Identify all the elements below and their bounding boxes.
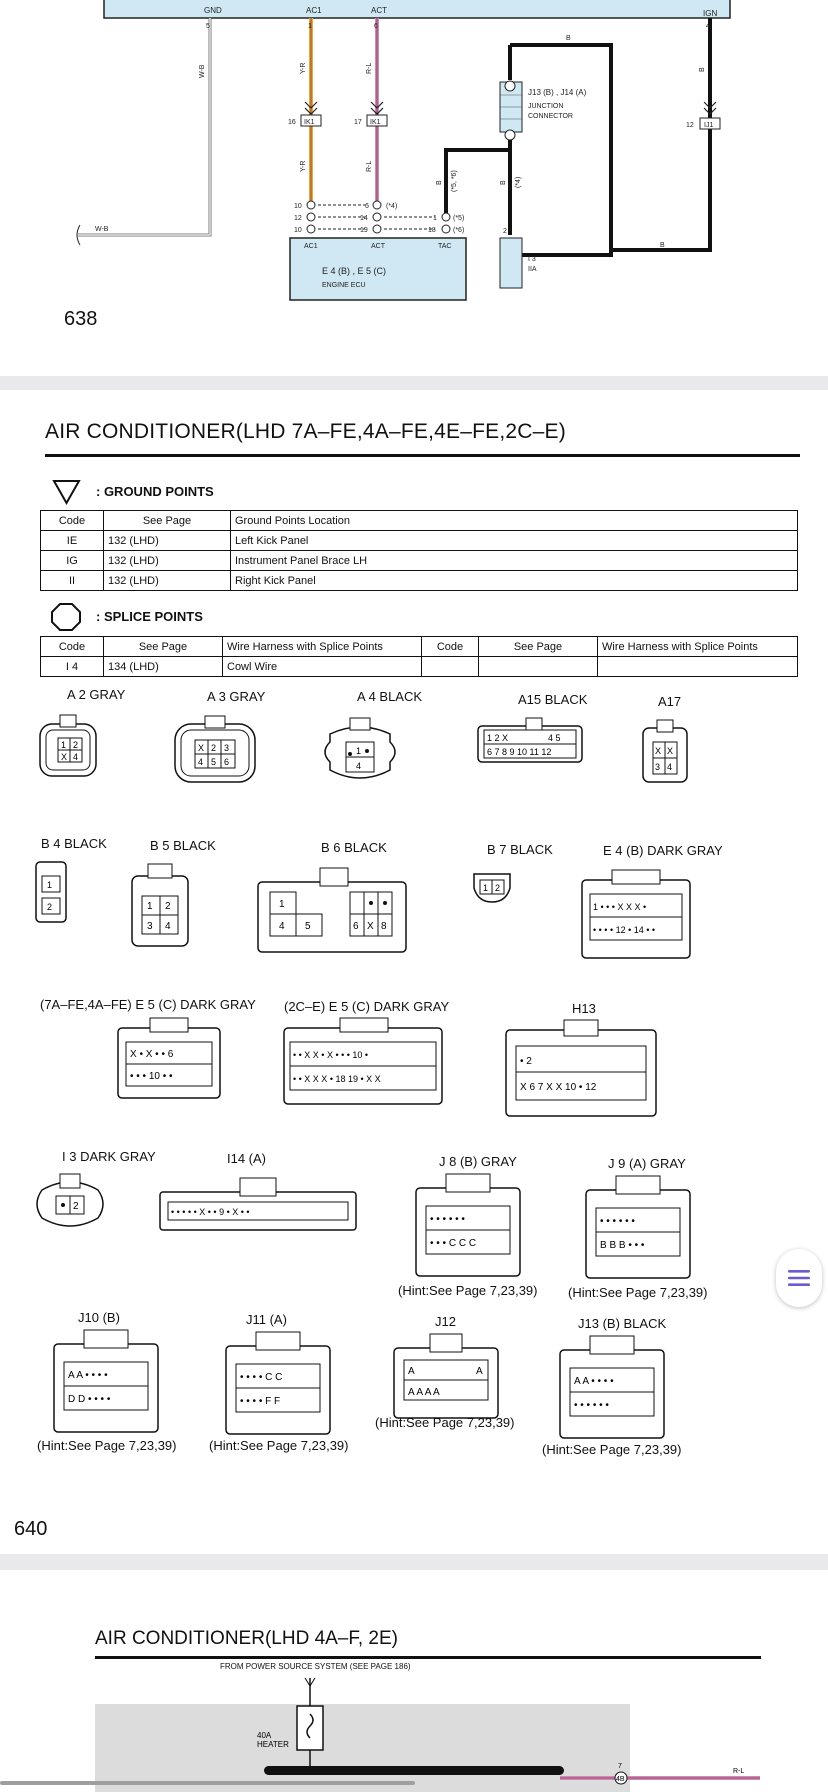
gnd-label: GND <box>204 6 222 15</box>
svg-text:1: 1 <box>483 883 489 893</box>
svg-text:X: X <box>655 746 662 756</box>
ground-code: IG <box>41 551 104 571</box>
next-title-rule <box>95 1656 761 1659</box>
svg-text:• • • • • X • • 9 • X • •: • • • • • X • • 9 • X • • <box>171 1207 250 1217</box>
hint-j13: (Hint:See Page 7,23,39) <box>542 1442 682 1457</box>
ik1-pin-16: 16 <box>288 119 296 126</box>
splice-page: 134 (LHD) <box>104 657 223 677</box>
connector-label-j8: J 8 (B) GRAY <box>439 1154 517 1169</box>
svg-text:• • X X X • 18 19 • X X: • • X X X • 18 19 • X X <box>293 1074 381 1084</box>
ground-code: II <box>41 571 104 591</box>
connector-drawings <box>0 700 828 1460</box>
connector-label-a17: A17 <box>658 694 682 709</box>
next-wire-rl: R-L <box>733 1768 745 1775</box>
svg-text:• • • • • •: • • • • • • <box>600 1216 635 1227</box>
note-6: (*6) <box>453 227 465 234</box>
svg-text:1 • • • X X X •: 1 • • • X X X • <box>593 902 647 912</box>
hint-j11: (Hint:See Page 7,23,39) <box>209 1438 349 1453</box>
connector-label-j13: J13 (B) BLACK <box>578 1316 667 1331</box>
connector-label-j10: J10 (B) <box>78 1310 120 1325</box>
ground-page: 132 (LHD) <box>104 551 231 571</box>
splice-header-harness: Wire Harness with Splice Points <box>223 637 422 657</box>
svg-text:X: X <box>198 743 205 753</box>
wire-rl-label-2: R-L <box>366 160 373 172</box>
wiring-diagram-top <box>0 0 828 376</box>
ik1-pin-17: 17 <box>354 119 362 126</box>
connector-e5-7a <box>118 1018 220 1098</box>
i3-name: IIA <box>528 266 537 273</box>
ground-header-page: See Page <box>104 511 231 531</box>
wire-yr-label: Y-R <box>300 62 307 74</box>
connector-i3 <box>37 1174 103 1226</box>
connector-j13 <box>560 1336 664 1438</box>
connector-b6 <box>258 868 406 952</box>
ik1-label: IK1 <box>304 119 315 126</box>
svg-text:A A • • • •: A A • • • • <box>68 1370 108 1381</box>
connector-label-a2: A 2 GRAY <box>67 687 126 702</box>
svg-text:• • • • F F: • • • • F F <box>240 1396 281 1407</box>
svg-text:X: X <box>367 921 374 932</box>
pin-10b: 10 <box>294 227 302 234</box>
hint-j12: (Hint:See Page 7,23,39) <box>375 1415 515 1430</box>
pin-7: 7 <box>618 1763 622 1770</box>
table-row <box>41 571 798 591</box>
pin-10: 10 <box>294 203 302 210</box>
next-section-title: AIR CONDITIONER(LHD 4A–F, 2E) <box>95 1628 398 1649</box>
section-title: AIR CONDITIONER(LHD 7A–FE,4A–FE,4E–FE,2C–E) <box>45 420 566 443</box>
splice-header-code: Code <box>41 637 104 657</box>
splice-code-2 <box>422 657 479 677</box>
connector-h13 <box>506 1020 656 1116</box>
ground-triangle-icon <box>52 478 82 506</box>
connector-j8 <box>416 1174 520 1276</box>
title-rule <box>45 454 800 457</box>
ij1-pin-12: 12 <box>686 122 694 129</box>
svg-text:6: 6 <box>224 757 230 767</box>
connector-label-h13: H13 <box>572 1001 596 1016</box>
svg-text:2: 2 <box>165 901 171 912</box>
splice-harness: Cowl Wire <box>223 657 422 677</box>
connector-j9 <box>586 1176 690 1278</box>
svg-text:3: 3 <box>224 743 230 753</box>
pin-6: 6 <box>374 23 378 30</box>
svg-text:• • X X • X • • • 10 •: • • X X • X • • • 10 • <box>293 1050 369 1060</box>
svg-text:X • X • • 6: X • X • • 6 <box>130 1049 174 1060</box>
splice-header-page: See Page <box>104 637 223 657</box>
connector-label-a15: A15 BLACK <box>518 692 588 707</box>
ground-page: 132 (LHD) <box>104 531 231 551</box>
svg-text:D D • • • •: D D • • • • <box>68 1394 111 1405</box>
connector-a2 <box>40 715 96 776</box>
svg-text:4: 4 <box>279 921 285 932</box>
table-row <box>41 657 798 677</box>
svg-text:• 2: • 2 <box>520 1056 532 1067</box>
splice-octagon-icon <box>50 602 82 632</box>
connector-a4 <box>325 718 395 778</box>
connector-label-b7: B 7 BLACK <box>487 842 553 857</box>
pin-5: 5 <box>206 23 210 30</box>
svg-text:2: 2 <box>495 883 501 893</box>
pin-19: 19 <box>360 227 368 234</box>
svg-text:2: 2 <box>73 1201 79 1212</box>
pin-1: 1 <box>308 23 312 30</box>
svg-text:1 2 X: 1 2 X <box>487 733 509 743</box>
svg-text:X: X <box>667 746 674 756</box>
ecu-ac1: AC1 <box>304 243 318 250</box>
connector-label-i3: I 3 DARK GRAY <box>62 1149 156 1164</box>
diagram-page-638 <box>0 0 828 376</box>
connector-b7 <box>474 874 510 902</box>
svg-text:• • • C C C: • • • C C C <box>430 1238 477 1249</box>
ground-page: 132 (LHD) <box>104 571 231 591</box>
pin-18: 18 <box>428 227 436 234</box>
page-separator-2 <box>0 1554 828 1570</box>
page-number-640: 640 <box>14 1518 48 1540</box>
connector-j10 <box>54 1330 158 1432</box>
splice-header-page-2: See Page <box>479 637 598 657</box>
splice-code: I 4 <box>41 657 104 677</box>
note-4b: (*4) <box>386 203 398 210</box>
connector-b5 <box>132 864 188 946</box>
wire-b-label-5: B <box>500 180 507 185</box>
svg-text:2: 2 <box>47 902 53 912</box>
connector-j12 <box>394 1334 498 1418</box>
splice-page-2 <box>479 657 598 677</box>
act-label: ACT <box>371 6 387 15</box>
wire-rl-label: R-L <box>366 62 373 74</box>
ground-location: Right Kick Panel <box>231 571 798 591</box>
junction-name: JUNCTION <box>528 103 564 110</box>
ground-points-label: : GROUND POINTS <box>96 484 214 499</box>
junction-code: J13 (B) , J14 (A) <box>528 88 587 97</box>
svg-text:• • • • • •: • • • • • • <box>574 1400 609 1411</box>
connector-label-e4: E 4 (B) DARK GRAY <box>603 843 723 858</box>
ecu-tac: TAC <box>438 243 452 250</box>
connector-a3 <box>175 716 255 782</box>
connector-label-j12: J12 <box>435 1314 456 1329</box>
svg-text:3: 3 <box>655 762 661 772</box>
table-row <box>41 551 798 571</box>
ecu-code: E 4 (B) , E 5 (C) <box>322 266 387 276</box>
svg-text:• • • • • •: • • • • • • <box>430 1214 465 1225</box>
connector-b4 <box>36 862 66 922</box>
svg-text:4: 4 <box>667 762 673 772</box>
menu-icon <box>787 1267 811 1289</box>
wire-wb-label-2: W-B <box>95 226 109 233</box>
connector-a17 <box>643 720 687 782</box>
wire-b-label: B <box>566 35 571 42</box>
connector-label-a3: A 3 GRAY <box>207 689 266 704</box>
fuse-name: HEATER <box>257 1740 289 1749</box>
i3-pin: 2 <box>503 228 507 235</box>
svg-text:A A A A: A A A A <box>408 1387 440 1398</box>
connector-label-b6: B 6 BLACK <box>321 840 387 855</box>
note-5: (*5) <box>453 215 465 222</box>
page-separator <box>0 376 828 390</box>
home-indicator[interactable] <box>264 1766 564 1775</box>
pin-4: 4 <box>706 23 710 30</box>
connector-label-e5-2c: (2C–E) E 5 (C) DARK GRAY <box>284 999 450 1014</box>
connector-label-j9: J 9 (A) GRAY <box>608 1156 686 1171</box>
wire-wb-label: W-B <box>199 64 206 78</box>
connector-label-b4: B 4 BLACK <box>41 836 107 851</box>
horizontal-scrollbar[interactable] <box>0 1781 415 1785</box>
i3-code: I 3 <box>528 256 536 263</box>
page-number-638: 638 <box>64 308 98 330</box>
junction-name-2: CONNECTOR <box>528 113 573 120</box>
svg-text:6: 6 <box>353 921 359 932</box>
ground-header-location: Ground Points Location <box>231 511 798 531</box>
ecu-title: ENGINE ECU <box>322 282 366 289</box>
svg-text:• • • • C C: • • • • C C <box>240 1372 283 1383</box>
pin-6c: 6 <box>365 203 369 210</box>
connector-label-e5-7a: (7A–FE,4A–FE) E 5 (C) DARK GRAY <box>40 997 256 1012</box>
svg-text:4: 4 <box>356 761 362 771</box>
svg-text:4: 4 <box>165 921 171 932</box>
ij1-label: IJ1 <box>704 122 714 129</box>
ign-label: IGN <box>703 9 718 18</box>
splice-points-table <box>40 636 798 677</box>
svg-text:5: 5 <box>211 757 217 767</box>
connector-e4 <box>582 870 690 958</box>
ground-location: Instrument Panel Brace LH <box>231 551 798 571</box>
svg-text:1: 1 <box>61 740 67 750</box>
ground-location: Left Kick Panel <box>231 531 798 551</box>
note-5-6: (*5, *6) <box>451 170 458 192</box>
svg-text:4 5: 4 5 <box>548 733 561 743</box>
svg-text:2: 2 <box>211 743 217 753</box>
next-subtitle: FROM POWER SOURCE SYSTEM (SEE PAGE 186) <box>220 1662 411 1671</box>
svg-text:X 6 7 X X 10 • 12: X 6 7 X X 10 • 12 <box>520 1082 597 1093</box>
pin-12: 12 <box>294 215 302 222</box>
svg-text:1: 1 <box>279 899 285 910</box>
pin-4b: 4B <box>616 1776 625 1783</box>
svg-text:3: 3 <box>147 921 153 932</box>
wire-b-label-4: B <box>436 180 443 185</box>
ik1-label-2: IK1 <box>370 119 381 126</box>
hint-j9: (Hint:See Page 7,23,39) <box>568 1285 708 1300</box>
ecu-act: ACT <box>371 243 385 250</box>
wire-yr-label-2: Y-R <box>300 160 307 172</box>
connector-a15 <box>478 718 582 762</box>
svg-text:A: A <box>476 1366 483 1377</box>
svg-text:2: 2 <box>73 740 79 750</box>
ground-code: IE <box>41 531 104 551</box>
splice-header-harness-2: Wire Harness with Splice Points <box>598 637 798 657</box>
splice-points-label: : SPLICE POINTS <box>96 609 203 624</box>
table-row <box>41 531 798 551</box>
wire-b-label-2: B <box>699 67 706 72</box>
connector-label-b5: B 5 BLACK <box>150 838 216 853</box>
connector-j11 <box>226 1332 330 1434</box>
wire-b-label-3: B <box>660 242 665 249</box>
hint-j8: (Hint:See Page 7,23,39) <box>398 1283 538 1298</box>
connector-i14 <box>160 1178 356 1230</box>
splice-header-code-2: Code <box>422 637 479 657</box>
connector-label-i14: I14 (A) <box>227 1151 267 1166</box>
svg-text:B B B • • •: B B B • • • <box>600 1240 645 1251</box>
pin-1b: 1 <box>433 215 437 222</box>
pin-14: 14 <box>360 215 368 222</box>
menu-button[interactable] <box>776 1249 822 1307</box>
svg-text:1: 1 <box>356 746 362 756</box>
splice-harness-2 <box>598 657 798 677</box>
fuse-amp: 40A <box>257 1731 272 1740</box>
svg-text:1: 1 <box>47 880 53 890</box>
note-4: (*4) <box>515 176 522 188</box>
svg-text:• • • 10 • •: • • • 10 • • <box>130 1071 173 1082</box>
svg-text:A A • • • •: A A • • • • <box>574 1376 614 1387</box>
svg-text:6 7 8 9 10 11 12: 6 7 8 9 10 11 12 <box>487 747 552 757</box>
svg-text:A: A <box>408 1366 415 1377</box>
svg-text:4: 4 <box>198 757 204 767</box>
svg-text:5: 5 <box>305 921 311 932</box>
svg-text:• • • • 12 • 14 • •: • • • • 12 • 14 • • <box>593 925 656 935</box>
ground-points-table <box>40 510 798 591</box>
connector-label-j11: J11 (A) <box>246 1312 287 1327</box>
svg-text:4: 4 <box>73 752 79 762</box>
ground-header-code: Code <box>41 511 104 531</box>
svg-text:X: X <box>61 752 68 762</box>
connector-label-a4: A 4 BLACK <box>357 689 423 704</box>
svg-text:8: 8 <box>381 921 387 932</box>
hint-j10: (Hint:See Page 7,23,39) <box>37 1438 177 1453</box>
connector-e5-2c <box>284 1018 442 1104</box>
svg-text:1: 1 <box>147 901 153 912</box>
ac1-label: AC1 <box>306 6 322 15</box>
